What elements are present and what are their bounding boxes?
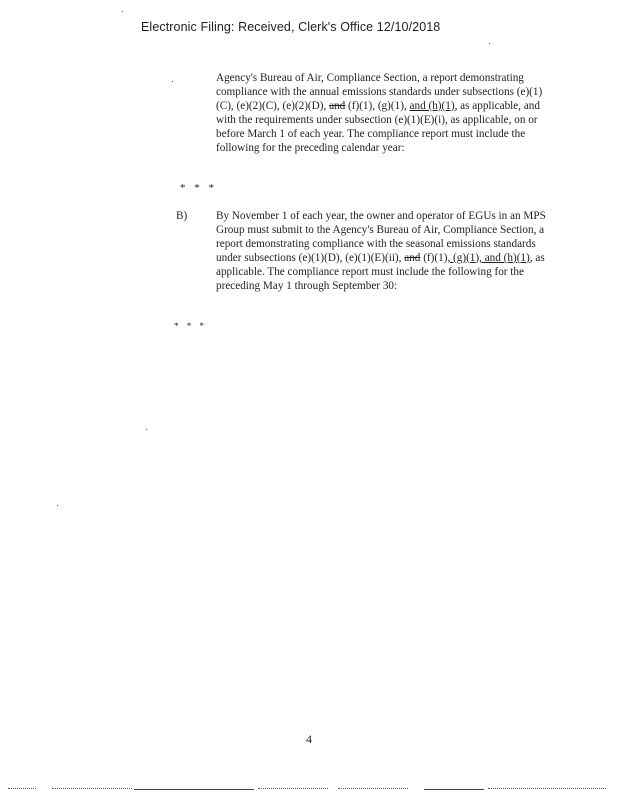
section-a-text-5: , as applicable, and with the requirements under subsection (e)(1)(E)(i), as applicable, on or before March 1 of each year. The compliance report must include the following for the preceding calendar year: xyxy=(216,99,540,154)
footer-scan-line xyxy=(488,788,606,790)
section-a-struck-text: and xyxy=(329,99,346,112)
footer-scan-line xyxy=(134,789,254,790)
footer-scan-line xyxy=(52,788,132,790)
section-a-text-1: Agency's Bureau of Air, Compliance Section, a report demonstrating compliance with the annual emissions standards under subsections (e)(1)(C), (e)(2)(C), (e)(2)(D), xyxy=(216,72,543,112)
omission-asterisks-1: * * * xyxy=(180,182,217,194)
section-b-struck-text: and xyxy=(404,251,421,264)
scan-speck xyxy=(122,11,123,12)
footer-scan-line xyxy=(8,788,36,790)
footer-scan-line xyxy=(424,789,484,790)
section-b-paragraph xyxy=(216,210,546,293)
section-b-marker: B) xyxy=(176,210,188,222)
section-a-continuation-paragraph xyxy=(216,72,546,155)
section-a-underlined-text: and (h)(1) xyxy=(409,99,455,112)
section-b-text-5: , as applicable. The compliance report must include the following for the preceding May 1 through September 30: xyxy=(216,251,545,292)
omission-asterisks-2: * * * xyxy=(174,321,207,331)
scan-speck xyxy=(146,429,147,430)
section-b-text-1: By November 1 of each year, the owner and operator of EGUs in an MPS Group must submit to the Agency's Bureau of Air, Compliance Section, a report demonstrating compliance with the seasonal emissions standards under subsections (e)(1)(D), (e)(1)(E)(ii), xyxy=(216,210,546,264)
page-number: 4 xyxy=(306,732,312,746)
scan-speck xyxy=(172,81,173,82)
footer-scan-line xyxy=(258,788,328,790)
filing-stamp: Electronic Filing: Received, Clerk's Office 12/10/2018 xyxy=(141,20,441,34)
section-b-text-3: (f)(1) xyxy=(420,251,448,264)
scan-speck xyxy=(57,505,58,506)
section-a-text-3: (f)(1), (g)(1), xyxy=(345,99,410,112)
section-b-underlined-text: , (g)(1), and (h)(1) xyxy=(447,251,530,264)
footer-scan-line xyxy=(338,788,408,790)
scan-speck xyxy=(489,43,490,44)
